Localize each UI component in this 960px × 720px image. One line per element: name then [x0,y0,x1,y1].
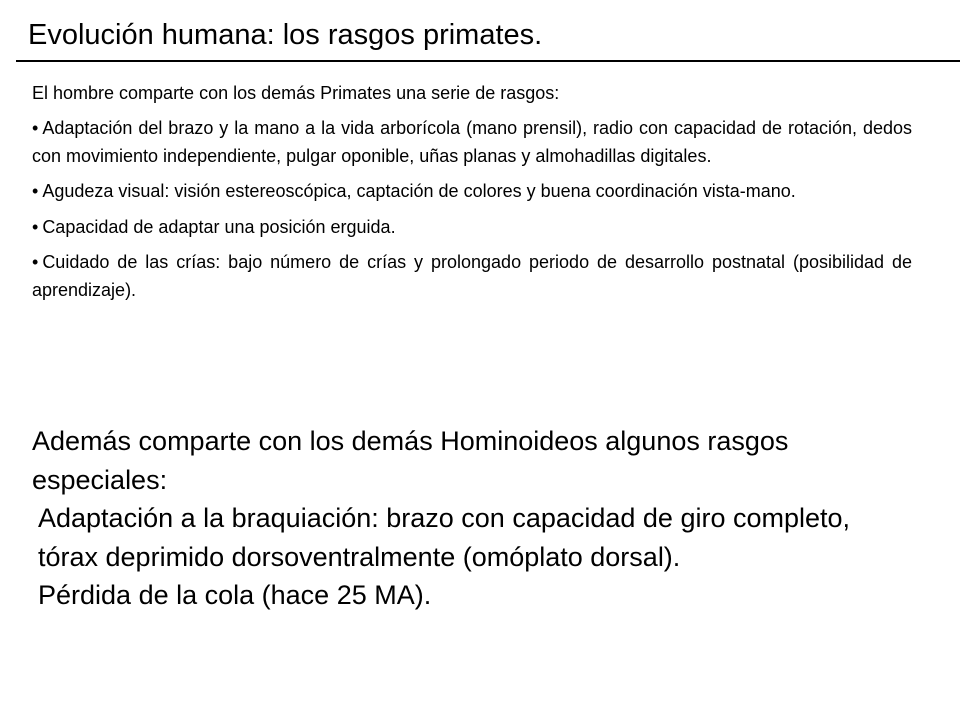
primate-trait-offspring-care [32,249,912,304]
bullet-icon: • [32,216,39,237]
primates-traits-list [32,115,912,304]
title-underline [16,60,960,62]
primates-traits-section [32,80,912,312]
bullet-icon: • [32,118,39,138]
trait-text: Agudeza visual: visión estereoscópica, captación de colores y buena coordinación vista-mano. [42,181,796,201]
bullet-icon: • [32,252,39,272]
hominoids-traits-section [32,422,912,615]
primate-trait-arm-hand [32,115,912,170]
trait-text: Adaptación del brazo y la mano a la vida arborícola (mano prensil), radio con capacidad de rotación, dedos con movimiento independiente, pulgar oponible, uñas planas y almohadillas digitales. [32,118,912,166]
primate-trait-posture [32,214,912,242]
hominoid-trait-tail-loss: Pérdida de la cola (hace 25 MA). [38,580,432,610]
bullet-icon: • [32,181,39,201]
trait-text: Cuidado de las crías: bajo número de crías y prolongado periodo de desarrollo postnatal (posibilidad de aprendizaje). [32,252,912,300]
trait-text: Capacidad de adaptar una posición erguida. [42,216,396,237]
hominoids-intro: Además comparte con los demás Hominoideos algunos rasgos especiales: [32,426,789,495]
primates-intro: El hombre comparte con los demás Primates una serie de rasgos: [32,83,560,103]
slide-title: Evolución humana: los rasgos primates. [28,19,543,51]
hominoid-trait-brachiation: Adaptación a la braquiación: brazo con capacidad de giro completo, tórax deprimido dorsoventralmente (omóplato dorsal). [38,503,851,572]
primate-trait-vision [32,178,912,206]
